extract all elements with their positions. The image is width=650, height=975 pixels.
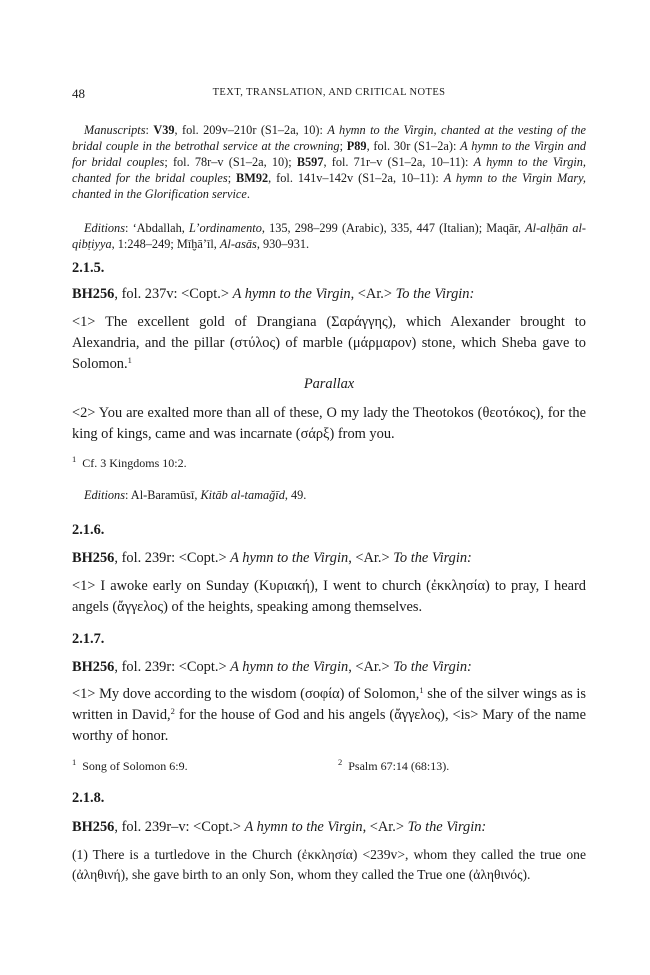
verse-2-2-1-5: <2> You are exalted more than all of these, O my lady the Theotokos (θεοτόκος), for the king of kings, came and was incarnate (σάρξ) from you. [72,405,586,442]
ms-b597-title: A hymn to the Virgin, chanted for the bridal couples [72,155,586,185]
arabic-marker: , <Ar.> [362,819,408,835]
verse-text: <1> The excellent gold of Drangiana (Σαράγγης), which Alexander brought to Alexandria, and the pillar (στύλος) of marble (μάρμαρον) stone, which Sheba gave to Solomon. [72,314,586,372]
arabic-title: To the Virgin: [393,550,472,566]
source-line-2-1-5 [72,284,586,305]
folio-ref: , fol. 237v: <Copt.> [114,286,233,302]
source-line-2-1-8 [72,817,586,838]
footnote-number: 1 [72,454,77,464]
ms-p89: P89 [346,139,367,153]
section-heading-2-1-6: 2.1.6. [72,522,105,538]
section-heading-2-1-8: 2.1.8. [72,790,105,806]
ms-bh256: BH256 [72,550,115,566]
ms-bh256: BH256 [72,819,115,835]
editions-work-1: Kitāb al-tamağīd [200,488,285,502]
ms-bm92: BM92 [236,171,269,185]
footnote-1 [72,759,188,773]
verse-1-2-1-8: (1) There is a turtledove in the Church (ἐκκλησία) <239v>, whom they called the true one (ἀληθινή), she gave birth to an only Son, whom they called the True one (ἀληθινός). [72,847,586,882]
parallax-heading: Parallax [303,376,355,392]
verse-text-c: for the house of God and his angels (ἄγγελος), <is> Mary of the name worthy of honor. [72,707,587,744]
running-head [72,86,586,102]
arabic-title: To the Virgin: [395,286,475,302]
verse-text-b: she of the silver wings as is written in David, [72,686,587,723]
folio-ref: , fol. 239r: <Copt.> [114,550,231,566]
footnote-2-1-5 [72,455,586,471]
section-heading-2-1-7: 2.1.7. [72,631,105,647]
editions-text-1: : Al-Baramūsī, [125,488,201,502]
ms-p89-title: A hymn to the Virgin and for bridal couples [72,139,586,169]
footnote-text: Psalm 67:14 (68:13). [348,759,450,773]
footnote-ref-1: 1 [419,685,424,695]
ms-v39-ref: , fol. 209v–210r (S1–2a, 10): [174,123,328,137]
editions-work-1: L’ordinamento [188,221,262,235]
editions-text-1: : ‘Abdallah, [125,221,189,235]
section-heading-2-1-5: 2.1.5. [72,260,105,276]
coptic-title: A hymn to the Virgin [232,286,351,302]
ms-bm92-ref: , fol. 141v–142v (S1–2a, 10–11): [268,171,444,185]
coptic-title: A hymn to the Virgin [230,550,349,566]
running-head-title: TEXT, TRANSLATION, AND CRITICAL NOTES [212,87,446,98]
ms-v39-title: A hymn to the Virgin, chanted at the vesting of the bridal couple in the betrothal service at the crowning [72,123,586,153]
ms-bh256: BH256 [72,659,115,675]
ms-p89-ref: , fol. 30r (S1–2a): [366,139,461,153]
manuscripts-label: Manuscripts [84,123,146,137]
editions-paragraph [72,220,586,252]
source-line-2-1-6 [72,548,586,569]
manuscripts-paragraph: Manuscripts: V39, fol. 209v–210r (S1–2a, 10): A hymn to the Virgin, chanted at the vesting of the bridal couple in the betrothal service at the crowning; P89, fol. 30r (S1–2a): A hymn to the Virgin and for bridal couples; fol. 78r–v (S1–2a, 10); B597, fol. 71r–v (S1–2a, 10–11): A hymn to the Virgin, chanted for the bridal couples; BM92, fol. 141v–142v (S1–2a, 10–11): A hymn to the Virgin Mary, chanted in the Glorification service. [72,123,586,201]
arabic-title: To the Virgin: [393,659,472,675]
verse-1-2-1-7 [72,684,586,747]
footnote-text: Song of Solomon 6:9. [82,759,188,773]
editions-2-1-5 [72,487,586,503]
editions-text-2: , 135, 298–299 (Arabic), 335, 447 (Italian); Maqār, [261,221,526,235]
editions-work-2: Al-alḥān al-qibṭiyya [72,221,586,251]
footnote-2 [338,758,449,774]
footnotes-2-1-7 [72,758,586,774]
editions-text-2: , 49. [284,488,307,502]
verse-1-2-1-5 [72,312,586,375]
source-line-2-1-7 [72,657,586,678]
footnote-ref: 1 [127,355,132,365]
ms-p89-ref2: ; fol. 78r–v (S1–2a, 10); [164,155,297,169]
ms-b597-ref: , fol. 71r–v (S1–2a, 10–11): [323,155,474,169]
ms-bm92-title: A hymn to the Virgin Mary, chanted in the Glorification service [72,171,586,201]
arabic-marker: , <Ar.> [348,550,394,566]
editions-work-3: Al-asās [219,237,257,251]
folio-ref: , fol. 239r–v: <Copt.> [114,819,245,835]
arabic-marker: , <Ar.> [350,286,396,302]
page-number: 48 [72,86,85,101]
editions-text-3: , 1:248–249; Mīḫā’īl, [111,237,220,251]
footnote-ref-2: 2 [170,706,175,716]
ms-b597: B597 [296,155,324,169]
editions-label: Editions [84,488,125,502]
footnote-number: 1 [72,757,77,767]
coptic-title: A hymn to the Virgin [244,819,363,835]
editions-text-4: , 930–931. [256,237,310,251]
ms-bh256: BH256 [72,286,115,302]
footnote-number: 2 [338,757,343,767]
ms-v39: V39 [153,123,175,137]
editions-label: Editions [84,221,125,235]
verse-text-a: <1> My dove according to the wisdom (σοφία) of Solomon, [72,686,420,702]
footnote-text: Cf. 3 Kingdoms 10:2. [82,456,187,470]
coptic-title: A hymn to the Virgin [230,659,349,675]
arabic-title: To the Virgin: [407,819,487,835]
folio-ref: , fol. 239r: <Copt.> [114,659,231,675]
arabic-marker: , <Ar.> [348,659,394,675]
verse-1-2-1-6: <1> I awoke early on Sunday (Κυριακή), I went to church (ἐκκλησία) to pray, I heard angels (ἄγγελος) of the heights, speaking among themselves. [72,578,586,615]
